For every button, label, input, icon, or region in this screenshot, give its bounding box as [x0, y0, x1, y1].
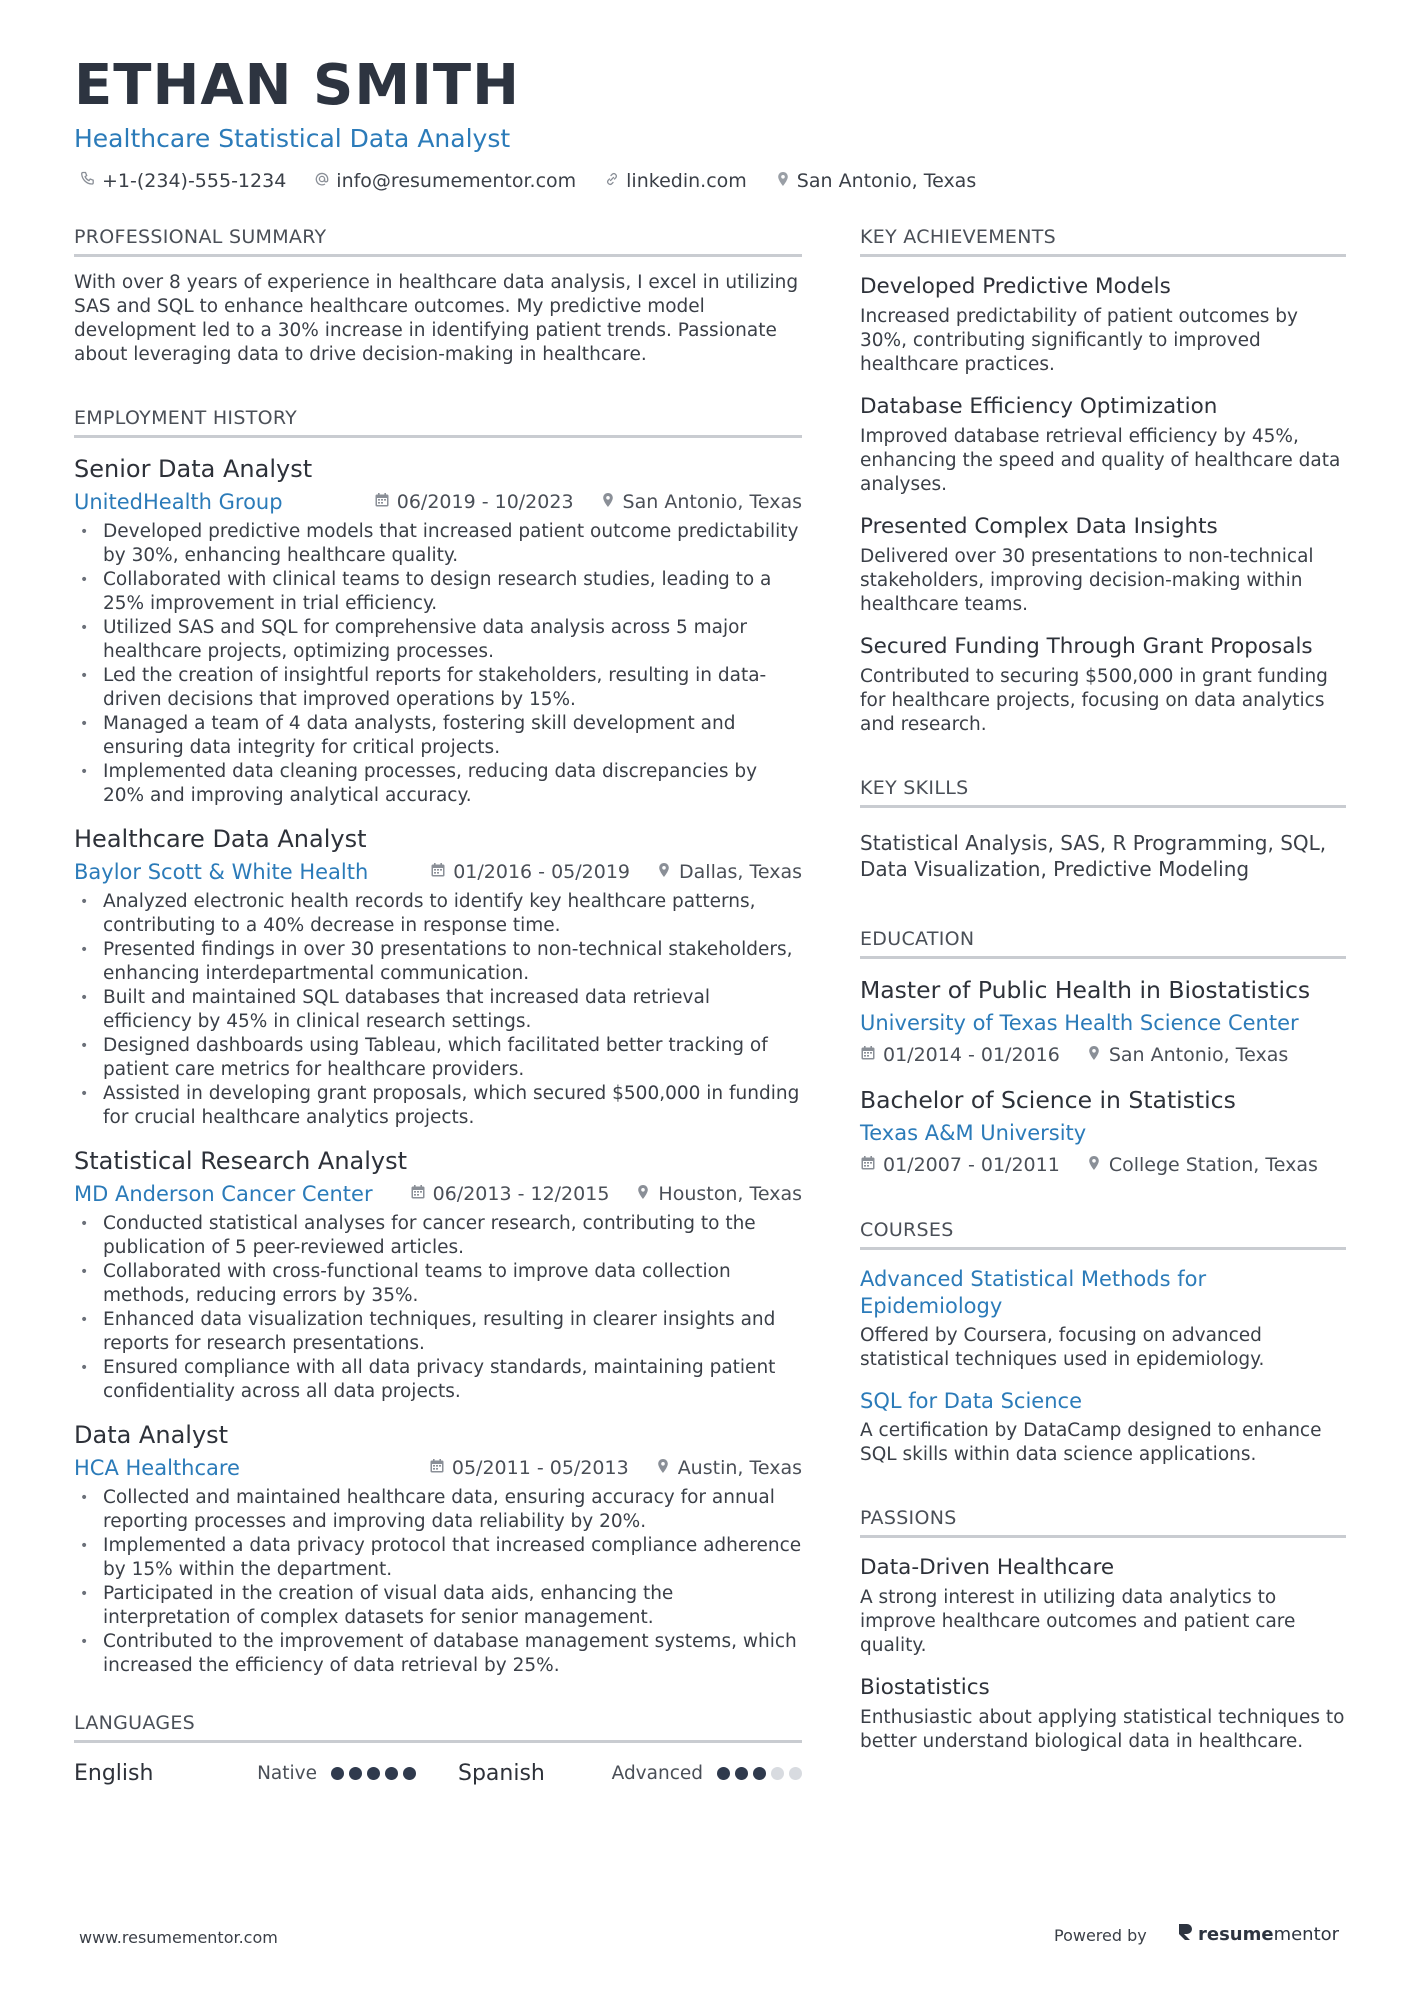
- rating-dot: [403, 1767, 416, 1780]
- contact-linkedin[interactable]: [604, 170, 747, 192]
- rating-dot: [349, 1767, 362, 1780]
- job-meta: [74, 486, 802, 518]
- job-bullets: [74, 520, 802, 808]
- rating-dot: [367, 1767, 380, 1780]
- language-level: Advanced: [611, 1762, 703, 1784]
- job-location: [600, 491, 802, 513]
- job-bullet: • Designed dashboards using Tableau, which facilitated better tracking of patient care metrics for healthcare providers.: [74, 1034, 802, 1082]
- passion-title: Biostatistics: [860, 1675, 990, 1700]
- education-degree: Bachelor of Science in Statistics: [860, 1086, 1236, 1114]
- job-bullet: • Ensured compliance with all data privacy standards, maintaining patient confidentiality across all data projects.: [74, 1356, 802, 1404]
- job-bullet: • Enhanced data visualization techniques, resulting in clearer insights and reports for research presentations.: [74, 1308, 802, 1356]
- resumementor-logo-icon: [1176, 1922, 1194, 1947]
- calendar-icon: [429, 1457, 445, 1479]
- summary-heading: PROFESSIONAL SUMMARY: [74, 226, 802, 257]
- job-entry: [74, 454, 802, 808]
- calendar-icon: [860, 1044, 876, 1066]
- footer-website[interactable]: www.resumementor.com: [79, 1928, 278, 1947]
- job-bullet: • Assisted in developing grant proposals, which secured $500,000 in funding for crucial healthcare analytics projects.: [74, 1082, 802, 1130]
- calendar-icon: [430, 861, 446, 883]
- rating-dot: [753, 1767, 766, 1780]
- language-rating: [717, 1767, 802, 1780]
- job-location-text: San Antonio, Texas: [622, 491, 802, 513]
- job-bullet: • Participated in the creation of visual data aids, enhancing the interpretation of complex datasets for senior management.: [74, 1582, 802, 1630]
- rating-dot: [771, 1767, 784, 1780]
- job-dates: [429, 1457, 629, 1479]
- job-bullet: • Implemented data cleaning processes, reducing data discrepancies by 20% and improving analytical accuracy.: [74, 760, 802, 808]
- calendar-icon: [410, 1183, 426, 1205]
- company-name: HCA Healthcare: [74, 1456, 240, 1480]
- employment-heading: EMPLOYMENT HISTORY: [74, 407, 802, 438]
- rating-dot: [789, 1767, 802, 1780]
- education-dates: [860, 1044, 1060, 1066]
- job-bullets: [74, 1486, 802, 1678]
- achievement-title: Developed Predictive Models: [860, 274, 1171, 299]
- job-dates-text: 05/2011 - 05/2013: [451, 1457, 629, 1479]
- education-degree: Master of Public Health in Biostatistics: [860, 976, 1311, 1004]
- linkedin-text: linkedin.com: [626, 170, 747, 192]
- language-row: [74, 1757, 416, 1789]
- passions-item: [860, 1674, 1346, 1754]
- phone-icon: [80, 170, 96, 192]
- job-meta: [74, 1178, 802, 1210]
- achievements-item: [860, 393, 1346, 497]
- skills-text: Statistical Analysis, SAS, R Programming, SQL, Data Visualization, Predictive Modeling: [860, 831, 1327, 881]
- job-bullets: [74, 890, 802, 1130]
- email-text: info@resumementor.com: [336, 170, 577, 192]
- achievements-item: [860, 513, 1346, 617]
- job-bullet: • Presented findings in over 30 presentations to non-technical stakeholders, enhancing interdepartmental communication.: [74, 938, 802, 986]
- achievements-list: [860, 273, 1346, 737]
- job-dates: [374, 491, 574, 513]
- education-heading: EDUCATION: [860, 928, 1346, 959]
- achievements-item: [860, 633, 1346, 737]
- job-bullet: • Led the creation of insightful reports for stakeholders, resulting in data-driven decisions that improved operations by 15%.: [74, 664, 802, 712]
- job-bullets: [74, 1212, 802, 1404]
- company-name: MD Anderson Cancer Center: [74, 1182, 373, 1206]
- job-meta: [74, 1452, 802, 1484]
- job-dates-text: 06/2019 - 10/2023: [396, 491, 574, 513]
- languages-heading: LANGUAGES: [74, 1712, 802, 1743]
- education-list: [860, 975, 1346, 1179]
- job-dates: [410, 1183, 610, 1205]
- passions-list: [860, 1554, 1346, 1754]
- link-icon: [604, 170, 620, 192]
- achievement-title: Database Efficiency Optimization: [860, 394, 1218, 419]
- location-text: San Antonio, Texas: [796, 170, 977, 192]
- education-item: [860, 975, 1346, 1069]
- language-rating: [331, 1767, 416, 1780]
- calendar-icon: [374, 491, 390, 513]
- job-meta: [74, 856, 802, 888]
- job-dates: [430, 861, 630, 883]
- job-bullet: • Collaborated with clinical teams to design research studies, leading to a 25% improvement in trial efficiency.: [74, 568, 802, 616]
- job-location: [655, 1457, 802, 1479]
- achievement-desc: Delivered over 30 presentations to non-technical stakeholders, improving decision-making within healthcare teams.: [860, 546, 1314, 615]
- contact-email[interactable]: [314, 170, 576, 192]
- job-title: Healthcare Data Analyst: [74, 825, 367, 853]
- location-pin-icon: [635, 1183, 651, 1205]
- right-column: [860, 226, 1346, 1754]
- location-pin-icon: [1086, 1044, 1102, 1066]
- rating-dot: [331, 1767, 344, 1780]
- languages-list: [74, 1743, 802, 1789]
- courses-heading: COURSES: [860, 1219, 1346, 1250]
- passion-desc: A strong interest in utilizing data analytics to improve healthcare outcomes and patient care quality.: [860, 1587, 1296, 1656]
- location-pin-icon: [775, 170, 791, 192]
- at-icon: [314, 170, 330, 192]
- logo-text-rest: mentor: [1273, 1924, 1340, 1945]
- language-level: Native: [257, 1762, 317, 1784]
- calendar-icon: [860, 1154, 876, 1176]
- education-location: [1086, 1044, 1288, 1066]
- language-row: [458, 1757, 802, 1789]
- job-dates-text: 01/2016 - 05/2019: [453, 861, 631, 883]
- course-title[interactable]: Advanced Statistical Methods for Epidemiology: [860, 1267, 1207, 1318]
- job-bullet: • Implemented a data privacy protocol that increased compliance adherence by 15% within the department.: [74, 1534, 802, 1582]
- passion-title: Data-Driven Healthcare: [860, 1555, 1115, 1580]
- job-entry: [74, 1420, 802, 1678]
- job-bullet: • Managed a team of 4 data analysts, fostering skill development and ensuring data integrity for critical projects.: [74, 712, 802, 760]
- courses-list: [860, 1266, 1346, 1467]
- job-entry: [74, 1146, 802, 1404]
- achievements-heading: KEY ACHIEVEMENTS: [860, 226, 1346, 257]
- education-location-text: San Antonio, Texas: [1108, 1044, 1289, 1066]
- job-location: [656, 861, 802, 883]
- job-bullet: • Contributed to the improvement of database management systems, which increased the efficiency of data retrieval by 25%.: [74, 1630, 802, 1678]
- footer-logo[interactable]: [1176, 1922, 1339, 1947]
- passions-heading: PASSIONS: [860, 1507, 1346, 1538]
- location-pin-icon: [655, 1457, 671, 1479]
- left-column: [74, 226, 802, 1789]
- job-location-text: Dallas, Texas: [679, 861, 802, 883]
- job-title: Data Analyst: [74, 1421, 229, 1449]
- company-name: UnitedHealth Group: [74, 490, 283, 514]
- jobs-list: [74, 454, 802, 1678]
- phone-text: +1-(234)-555-1234: [102, 170, 287, 192]
- job-bullet: • Conducted statistical analyses for cancer research, contributing to the publication of 5 peer-reviewed articles.: [74, 1212, 802, 1260]
- rating-dot: [717, 1767, 730, 1780]
- education-meta: [860, 1041, 1346, 1069]
- education-dates-text: 01/2007 - 01/2011: [883, 1154, 1060, 1176]
- candidate-name: ETHAN SMITH: [74, 53, 520, 118]
- rating-dot: [735, 1767, 748, 1780]
- skills-heading: KEY SKILLS: [860, 777, 1346, 808]
- education-dates-text: 01/2014 - 01/2016: [883, 1044, 1060, 1066]
- location-pin-icon: [1086, 1154, 1102, 1176]
- summary-text: With over 8 years of experience in healthcare data analysis, I excel in utilizing SAS and SQL to enhance healthcare outcomes. My predictive model development led to a 30% increase in identifying patient trends. Passionate about leveraging data to drive decision-making in healthcare.: [74, 272, 799, 365]
- education-school: Texas A&M University: [860, 1121, 1087, 1145]
- course-desc: A certification by DataCamp designed to enhance SQL skills within data science applications.: [860, 1420, 1322, 1465]
- job-dates-text: 06/2013 - 12/2015: [432, 1183, 610, 1205]
- job-location-text: Austin, Texas: [677, 1457, 802, 1479]
- contact-bar: [80, 170, 976, 192]
- location-pin-icon: [656, 861, 672, 883]
- location-pin-icon: [600, 491, 616, 513]
- job-location-text: Houston, Texas: [658, 1183, 802, 1205]
- passions-item: [860, 1554, 1346, 1658]
- education-school: University of Texas Health Science Center: [860, 1011, 1299, 1035]
- rating-dot: [385, 1767, 398, 1780]
- job-entry: [74, 824, 802, 1130]
- job-bullet: • Built and maintained SQL databases that increased data retrieval efficiency by 45% in clinical research settings.: [74, 986, 802, 1034]
- contact-phone: [80, 170, 286, 192]
- job-bullet: • Utilized SAS and SQL for comprehensive data analysis across 5 major healthcare projects, optimizing processes.: [74, 616, 802, 664]
- company-name: Baylor Scott & White Health: [74, 860, 369, 884]
- passion-desc: Enthusiastic about applying statistical techniques to better understand biological data in healthcare.: [860, 1707, 1345, 1752]
- job-title: Statistical Research Analyst: [74, 1147, 408, 1175]
- job-bullet: • Analyzed electronic health records to identify key healthcare patterns, contributing to a 40% decrease in response time.: [74, 890, 802, 938]
- course-title[interactable]: SQL for Data Science: [860, 1389, 1083, 1413]
- achievement-title: Secured Funding Through Grant Proposals: [860, 634, 1313, 659]
- achievement-desc: Contributed to securing $500,000 in grant funding for healthcare projects, focusing on data analytics and research.: [860, 666, 1328, 735]
- job-location: [635, 1183, 802, 1205]
- language-name: Spanish: [458, 1760, 545, 1786]
- logo-text-bold: resume: [1198, 1924, 1274, 1945]
- job-bullet: • Collaborated with cross-functional teams to improve data collection methods, reducing errors by 35%.: [74, 1260, 802, 1308]
- contact-location: [775, 170, 976, 192]
- course-item: [860, 1388, 1346, 1467]
- course-item: [860, 1266, 1346, 1372]
- footer-powered-by: Powered by: [1054, 1926, 1147, 1945]
- job-title: Senior Data Analyst: [74, 455, 313, 483]
- candidate-title: Healthcare Statistical Data Analyst: [74, 124, 511, 153]
- achievement-desc: Increased predictability of patient outcomes by 30%, contributing significantly to improved healthcare practices.: [860, 306, 1298, 375]
- course-desc: Offered by Coursera, focusing on advanced statistical techniques used in epidemiology.: [860, 1325, 1265, 1370]
- education-item: [860, 1085, 1346, 1179]
- job-bullet: • Collected and maintained healthcare data, ensuring accuracy for annual reporting processes and improving data reliability by 20%.: [74, 1486, 802, 1534]
- achievement-desc: Improved database retrieval efficiency by 45%, enhancing the speed and quality of healthcare data analyses.: [860, 426, 1341, 495]
- achievement-title: Presented Complex Data Insights: [860, 514, 1218, 539]
- job-bullet: • Developed predictive models that increased patient outcome predictability by 30%, enhancing healthcare quality.: [74, 520, 802, 568]
- education-location: [1086, 1154, 1318, 1176]
- language-name: English: [74, 1760, 154, 1786]
- achievements-item: [860, 273, 1346, 377]
- education-location-text: College Station, Texas: [1108, 1154, 1318, 1176]
- education-meta: [860, 1151, 1346, 1179]
- education-dates: [860, 1154, 1060, 1176]
